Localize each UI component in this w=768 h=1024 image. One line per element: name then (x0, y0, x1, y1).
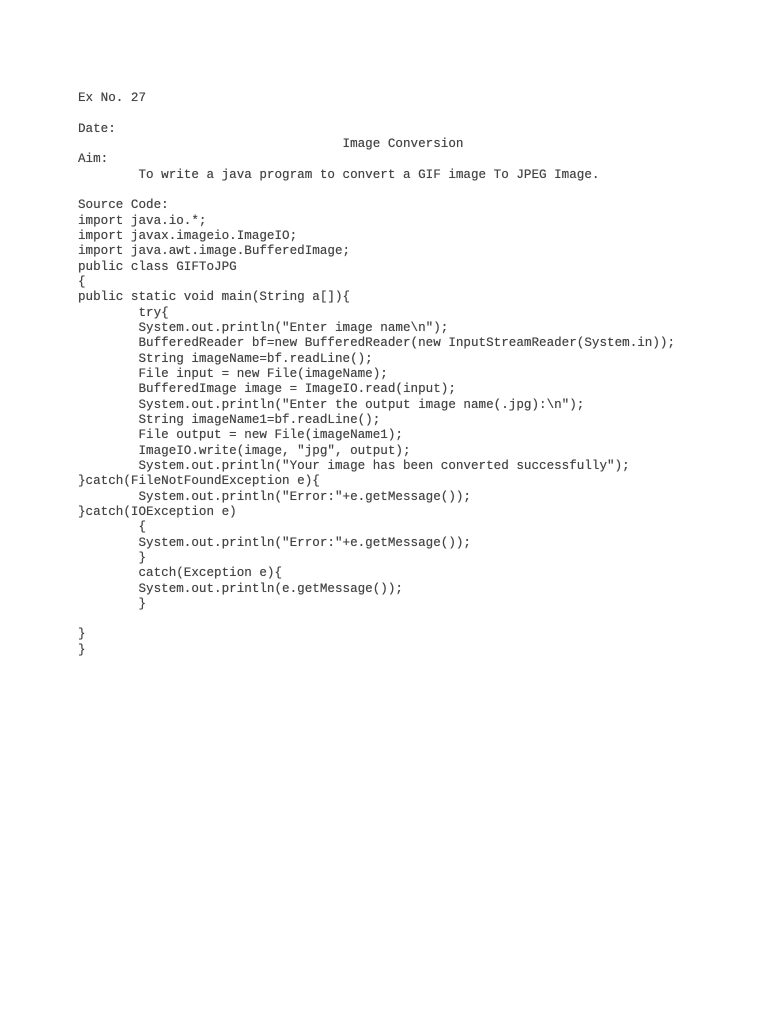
doc-line: String imageName1=bf.readLine(); (78, 412, 381, 427)
doc-blank-line (78, 612, 675, 627)
doc-line: try{ (78, 305, 169, 320)
doc-line: System.out.println("Your image has been converted successfully"); (78, 458, 630, 473)
doc-line: File input = new File(imageName); (78, 366, 388, 381)
doc-line: ImageIO.write(image, "jpg", output); (78, 443, 411, 458)
doc-line: Image Conversion (78, 136, 464, 151)
doc-blank-line (78, 183, 675, 198)
doc-line: { (78, 274, 86, 289)
doc-line: String imageName=bf.readLine(); (78, 351, 373, 366)
doc-line: { (78, 520, 147, 535)
doc-line: BufferedReader bf=new BufferedReader(new InputStreamReader(System.in)); (78, 336, 676, 351)
doc-line: File output = new File(imageName1); (78, 428, 403, 443)
doc-line: System.out.println("Error:"+e.getMessage()); (78, 535, 471, 550)
doc-line: import java.io.*; (78, 213, 207, 228)
doc-line: BufferedImage image = ImageIO.read(input); (78, 382, 456, 397)
doc-line: import javax.imageio.ImageIO; (78, 228, 298, 243)
doc-line: Source Code: (78, 198, 169, 213)
doc-line: System.out.println("Enter image name\n"); (78, 320, 449, 335)
doc-line: System.out.println(e.getMessage()); (78, 581, 403, 596)
doc-line: import java.awt.image.BufferedImage; (78, 244, 351, 259)
doc-line: public class GIFToJPG (78, 259, 237, 274)
doc-line: } (78, 596, 147, 611)
doc-line: Aim: (78, 152, 109, 167)
doc-line: System.out.println("Enter the output image name(.jpg):\n"); (78, 397, 585, 412)
doc-line: catch(Exception e){ (78, 566, 283, 581)
doc-line: System.out.println("Error:"+e.getMessage()); (78, 489, 471, 504)
document-text (78, 91, 675, 658)
doc-line: } (78, 627, 86, 642)
doc-line: }catch(IOException e) (78, 504, 237, 519)
doc-line: } (78, 550, 147, 565)
doc-line: Ex No. 27 (78, 91, 147, 105)
doc-line: public static void main(String a[]){ (78, 290, 351, 305)
doc-line: } (78, 642, 86, 657)
doc-line: To write a java program to convert a GIF image To JPEG Image. (78, 167, 600, 182)
doc-line: Date: (78, 121, 116, 136)
doc-blank-line (78, 106, 675, 121)
doc-line: }catch(FileNotFoundException e){ (78, 474, 320, 489)
